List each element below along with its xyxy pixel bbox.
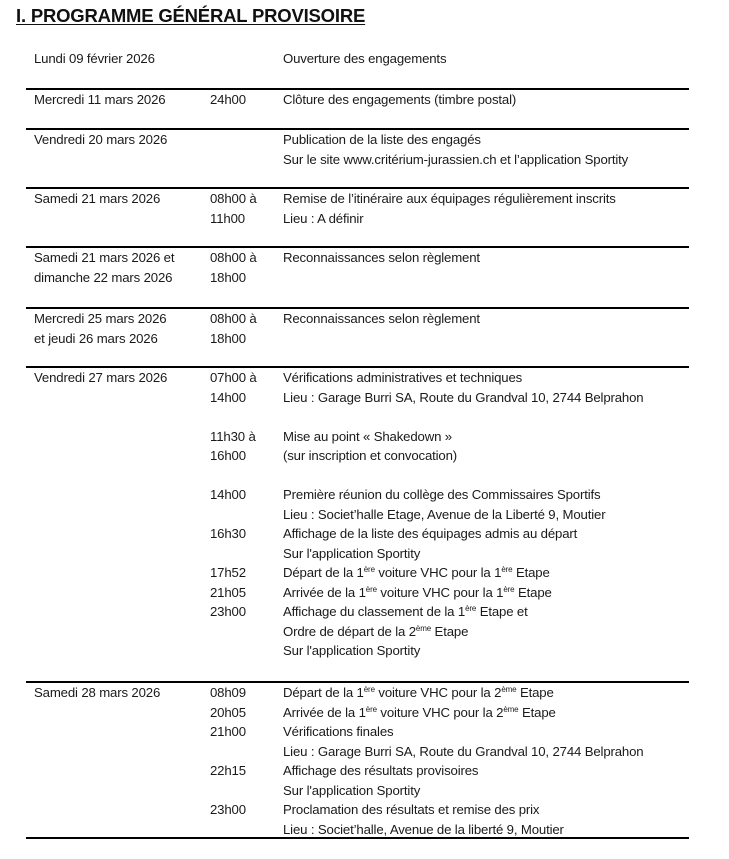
description-text: Sur l'application Sportity <box>283 545 421 561</box>
time-text: 23h00 <box>210 802 246 817</box>
time-text <box>210 130 282 150</box>
description-text: Sur le site www.critérium-jurassien.ch et l’application Sportity <box>283 151 629 167</box>
time-text: 08h00 à <box>210 311 257 326</box>
schedule-row <box>26 128 689 167</box>
row-times <box>210 368 282 661</box>
time-text: 21h00 <box>210 724 246 739</box>
time-text <box>210 49 282 69</box>
time-text: 14h00 <box>210 487 246 502</box>
spacer <box>210 466 282 486</box>
time-text: 21h05 <box>210 584 246 600</box>
time-text <box>210 622 282 642</box>
description-text: Affichage de la liste des équipages admis au départ <box>283 526 578 541</box>
row-times <box>210 683 282 839</box>
schedule-row <box>26 246 689 285</box>
time-text: 23h00 <box>210 604 246 619</box>
row-descriptions <box>283 683 703 839</box>
description-text: Lieu : Garage Burri SA, Route du Grandval 10, 2744 Belprahon <box>283 389 644 405</box>
time-text: 07h00 à <box>210 370 257 385</box>
description-text: Vérifications finales <box>283 724 394 739</box>
time-text: 18h00 <box>210 269 246 285</box>
description-text: Affichage des résultats provisoires <box>283 763 479 778</box>
description-text: Vérifications administratives et techniques <box>283 370 523 385</box>
row-descriptions <box>283 309 703 348</box>
description-text: (sur inscription et convocation) <box>283 448 458 463</box>
row-date <box>34 130 210 150</box>
description-text: Proclamation des résultats et remise des prix <box>283 802 540 817</box>
spacer <box>283 466 703 486</box>
description-text: Publication de la liste des engagés <box>283 132 481 147</box>
row-descriptions <box>283 49 703 69</box>
superscript: ème <box>503 704 519 714</box>
superscript: ère <box>363 565 375 574</box>
row-descriptions <box>283 130 703 169</box>
superscript: ère <box>363 685 375 694</box>
spacer <box>210 407 282 427</box>
time-text <box>210 641 282 661</box>
time-text <box>210 781 282 801</box>
row-times <box>210 130 282 169</box>
page-title: I. PROGRAMME GÉNÉRAL PROVISOIRE <box>16 5 366 26</box>
schedule-row <box>26 681 689 837</box>
row-descriptions <box>283 189 703 228</box>
superscript: ère <box>503 584 515 594</box>
description-text: Mise au point « Shakedown » <box>283 428 452 444</box>
bottom-rule <box>26 837 689 839</box>
time-text: 08h09 <box>210 685 246 700</box>
row-date <box>34 309 210 348</box>
date-text: Mercredi 11 mars 2026 <box>34 92 166 107</box>
superscript: ère <box>501 565 513 574</box>
date-text: Lundi 09 février 2026 <box>34 51 155 66</box>
time-text <box>210 150 282 170</box>
time-text <box>210 742 282 762</box>
description-text: Arrivée de la 1ère voiture VHC pour la 1ère Etape <box>283 584 552 600</box>
row-times <box>210 189 282 228</box>
schedule-row <box>26 307 689 346</box>
description-text: Départ de la 1ère voiture VHC pour la 2ème Etape <box>283 685 554 700</box>
schedule-row <box>26 88 689 107</box>
date-text: Samedi 28 mars 2026 <box>34 685 161 700</box>
description-text: Lieu : A définir <box>283 210 364 226</box>
spacer <box>283 407 703 427</box>
description-text: Reconnaissances selon règlement <box>283 250 480 265</box>
row-descriptions <box>283 368 703 661</box>
description-text: Lieu : Societ’halle, Avenue de la liberté 9, Moutier <box>283 821 564 837</box>
time-text: 24h00 <box>210 92 246 107</box>
description-text: Remise de l’itinéraire aux équipages régulièrement inscrits <box>283 191 616 206</box>
description-text: Affichage du classement de la 1ère Etape et <box>283 604 528 619</box>
schedule-row <box>26 187 689 226</box>
superscript: ère <box>465 604 477 613</box>
date-text: Vendredi 27 mars 2026 <box>34 370 168 385</box>
time-text: 08h00 à <box>210 191 257 206</box>
time-text <box>210 544 282 564</box>
time-text: 22h15 <box>210 763 246 778</box>
description-text: Reconnaissances selon règlement <box>283 311 480 326</box>
row-date <box>34 49 210 69</box>
time-text: 14h00 <box>210 389 246 405</box>
description-text: Ordre de départ de la 2ème Etape <box>283 623 469 639</box>
row-times <box>210 90 282 110</box>
row-times <box>210 49 282 69</box>
superscript: ère <box>365 584 377 594</box>
date-text: et jeudi 26 mars 2026 <box>34 330 158 346</box>
row-date <box>34 248 210 287</box>
description-text <box>283 268 703 288</box>
row-descriptions <box>283 90 703 110</box>
description-text: Départ de la 1ère voiture VHC pour la 1ère Etape <box>283 565 550 580</box>
row-times <box>210 248 282 287</box>
row-date <box>34 90 210 110</box>
schedule-row <box>26 366 689 658</box>
row-date <box>34 683 210 703</box>
superscript: ère <box>365 704 377 714</box>
description-text: Sur l'application Sportity <box>283 643 421 658</box>
date-text: Samedi 21 mars 2026 et <box>34 250 175 265</box>
row-date <box>34 368 210 388</box>
time-text: 11h30 à <box>210 428 256 444</box>
description-text: Clôture des engagements (timbre postal) <box>283 92 517 107</box>
description-text: Arrivée de la 1ère voiture VHC pour la 2ème Etape <box>283 704 556 720</box>
superscript: ème <box>501 685 517 694</box>
date-text: Vendredi 20 mars 2026 <box>34 132 168 147</box>
date-text: Samedi 21 mars 2026 <box>34 191 161 206</box>
description-text: Première réunion du collège des Commissaires Sportifs <box>283 487 601 502</box>
time-text: 11h00 <box>210 210 245 226</box>
description-text: Lieu : Garage Burri SA, Route du Grandval 10, 2744 Belprahon <box>283 743 644 759</box>
superscript: ème <box>415 623 432 633</box>
time-text: 08h00 à <box>210 250 257 265</box>
time-text: 16h30 <box>210 526 246 541</box>
description-text <box>283 329 703 349</box>
description-text: Sur l'application Sportity <box>283 782 421 798</box>
row-times <box>210 309 282 348</box>
date-text: dimanche 22 mars 2026 <box>34 269 173 285</box>
row-date <box>34 189 210 209</box>
time-text: 18h00 <box>210 330 246 346</box>
time-text <box>210 505 282 525</box>
row-descriptions <box>283 248 703 287</box>
time-text: 16h00 <box>210 448 246 463</box>
description-text: Ouverture des engagements <box>283 51 447 66</box>
time-text: 17h52 <box>210 565 246 580</box>
date-text: Mercredi 25 mars 2026 <box>34 311 167 326</box>
description-text: Lieu : Societ’halle Etage, Avenue de la Liberté 9, Moutier <box>283 506 606 522</box>
time-text: 20h05 <box>210 704 246 720</box>
